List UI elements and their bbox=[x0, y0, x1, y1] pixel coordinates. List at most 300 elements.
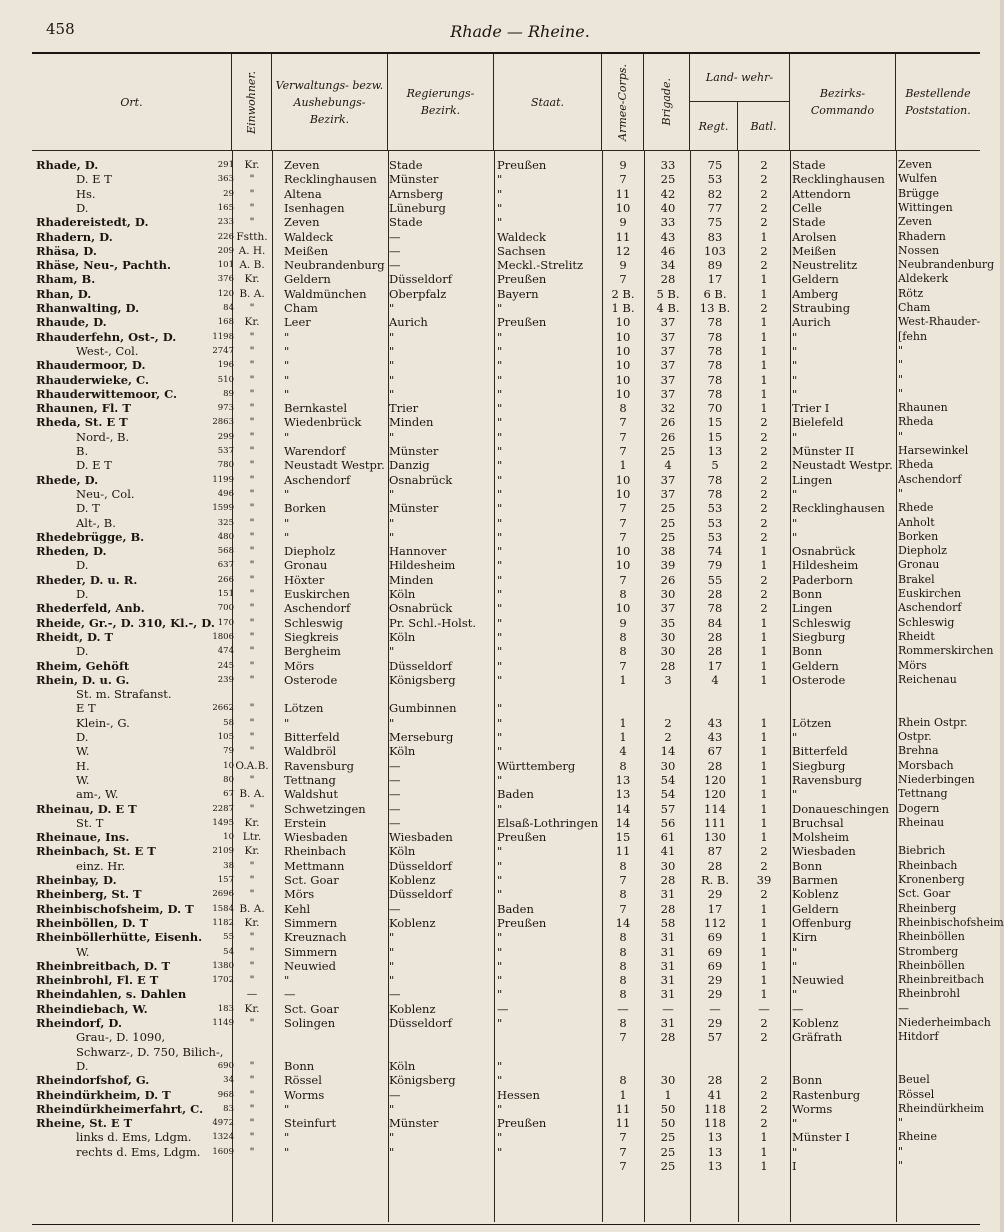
cell-regierung: " bbox=[389, 515, 395, 530]
cell-regt: 78 bbox=[707, 486, 723, 501]
cell-staat: " bbox=[497, 1144, 503, 1159]
cell-armeecorps: 11 bbox=[615, 186, 631, 201]
cell-einwohner: 29 bbox=[223, 188, 234, 199]
cell-behoerde: " bbox=[249, 473, 255, 486]
cell-bezirkskommando: Attendorn bbox=[792, 186, 851, 201]
cell-einwohner: 226 bbox=[217, 231, 234, 242]
cell-ort: Nord-, B. bbox=[76, 429, 130, 444]
cell-behoerde: " bbox=[249, 530, 255, 543]
cell-poststation: Anholt bbox=[898, 515, 935, 529]
table-row bbox=[32, 816, 980, 830]
cell-ort: Grau-, D. 1090, bbox=[76, 1030, 166, 1045]
table-row bbox=[32, 773, 980, 787]
cell-behoerde: " bbox=[249, 659, 255, 672]
cell-bezirkskommando: Geldern bbox=[792, 272, 839, 287]
table-row bbox=[32, 501, 980, 515]
cell-poststation: Rheinbreitbach bbox=[898, 973, 985, 987]
cell-verwaltung: Siegkreis bbox=[284, 629, 339, 644]
cell-regierung: Münster bbox=[389, 1116, 439, 1131]
cell-regt: 69 bbox=[707, 930, 723, 945]
cell-bezirkskommando: Neustrelitz bbox=[792, 258, 858, 273]
cell-brigade: 25 bbox=[660, 1159, 676, 1173]
cell-staat: " bbox=[497, 458, 503, 473]
cell-einwohner: 55 bbox=[223, 932, 234, 943]
cell-bezirkskommando: " bbox=[792, 343, 798, 358]
cell-regt: 118 bbox=[704, 1101, 726, 1116]
cell-armeecorps: 2 B. bbox=[611, 286, 635, 301]
cell-einwohner: 245 bbox=[217, 660, 234, 671]
cell-ort: Rheindorf, D. bbox=[36, 1016, 123, 1030]
cell-regierung: Münster bbox=[389, 444, 439, 458]
cell-brigade: 31 bbox=[660, 1016, 676, 1030]
table-row bbox=[32, 244, 980, 258]
cell-staat: " bbox=[497, 444, 503, 458]
cell-staat: " bbox=[497, 429, 503, 444]
cell-regierung: " bbox=[389, 958, 395, 973]
cell-brigade: 26 bbox=[660, 572, 676, 587]
cell-brigade: 25 bbox=[660, 1144, 676, 1159]
table-row bbox=[32, 1073, 980, 1087]
cell-armeecorps: 8 bbox=[619, 887, 627, 902]
header-verwaltung: Verwaltungs- bezw. Aushebungs- Bezirk. bbox=[272, 54, 388, 150]
cell-bezirkskommando: Münster I bbox=[792, 1130, 850, 1145]
cell-verwaltung: Aschendorf bbox=[284, 472, 351, 487]
table-row bbox=[32, 415, 980, 429]
table-row bbox=[32, 1016, 991, 1030]
cell-einwohner: 690 bbox=[217, 1060, 234, 1071]
cell-regierung: Hannover bbox=[389, 544, 447, 559]
cell-poststation: Rhaunen bbox=[898, 401, 948, 415]
cell-brigade: 2 bbox=[664, 715, 672, 730]
cell-brigade: 37 bbox=[660, 358, 676, 373]
cell-regierung: Hildesheim bbox=[389, 558, 456, 573]
cell-batl: 2 bbox=[760, 529, 768, 544]
header-armeecorps-text: Armee-Corps. bbox=[616, 63, 629, 141]
cell-regt: 28 bbox=[707, 858, 723, 873]
cell-bezirkskommando: Straubing bbox=[792, 301, 851, 315]
cell-einwohner: 4972 bbox=[212, 1118, 234, 1129]
cell-poststation: " bbox=[898, 386, 904, 400]
table-row bbox=[32, 787, 980, 801]
cell-brigade: 50 bbox=[660, 1116, 676, 1131]
cell-ort: E T bbox=[76, 701, 96, 716]
cell-behoerde: B. A. bbox=[239, 287, 265, 300]
cell-staat: " bbox=[497, 944, 503, 959]
cell-bezirkskommando: Aurich bbox=[792, 315, 831, 330]
cell-verwaltung: Warendorf bbox=[284, 444, 346, 458]
cell-brigade: 28 bbox=[660, 658, 676, 673]
cell-regt: 15 bbox=[707, 429, 723, 444]
cell-batl: 2 bbox=[760, 1030, 768, 1045]
cell-regierung: Aurich bbox=[389, 315, 428, 330]
header-einwohner bbox=[232, 54, 272, 150]
cell-ort: B. bbox=[76, 444, 89, 458]
cell-regierung: " bbox=[389, 529, 395, 544]
cell-regierung: Düsseldorf bbox=[389, 272, 452, 287]
cell-ort: Rheinbischofsheim, D. T bbox=[36, 901, 194, 916]
cell-verwaltung: Zeven bbox=[284, 215, 320, 230]
cell-brigade: 37 bbox=[660, 386, 676, 401]
cell-batl: 1 bbox=[760, 672, 768, 687]
cell-poststation: Brügge bbox=[898, 186, 940, 200]
cell-staat: " bbox=[497, 501, 503, 516]
cell-ort: Rhadern, D. bbox=[36, 229, 113, 244]
cell-ort: Rhaude, D. bbox=[36, 315, 107, 330]
cell-staat: " bbox=[497, 1101, 503, 1116]
cell-regt: 41 bbox=[707, 1087, 723, 1102]
cell-brigade: 37 bbox=[660, 486, 676, 501]
cell-batl: 2 bbox=[760, 258, 768, 273]
table-row bbox=[32, 473, 980, 487]
cell-bezirkskommando: Donaueschingen bbox=[792, 801, 890, 816]
cell-einwohner: 376 bbox=[217, 274, 234, 285]
cell-regt: 77 bbox=[707, 200, 723, 215]
cell-ort: Rhaudermoor, D. bbox=[36, 358, 146, 373]
cell-poststation: Niederheimbach bbox=[898, 1016, 991, 1029]
cell-behoerde: " bbox=[249, 445, 255, 457]
cell-regierung: Königsberg bbox=[389, 672, 456, 687]
cell-bezirkskommando: " bbox=[792, 329, 798, 344]
cell-behoerde: " bbox=[249, 1131, 255, 1144]
header-einwohner-text: Einwohner. bbox=[245, 70, 258, 134]
cell-bezirkskommando: " bbox=[792, 372, 798, 387]
cell-regt: 130 bbox=[704, 830, 726, 845]
cell-brigade: 56 bbox=[660, 815, 676, 830]
cell-behoerde: Fstth. bbox=[236, 230, 268, 243]
table-row bbox=[32, 902, 980, 916]
cell-regt: 13 bbox=[707, 444, 723, 458]
cell-einwohner: 474 bbox=[217, 646, 234, 657]
cell-regt: 78 bbox=[707, 386, 723, 401]
page-number: 458 bbox=[46, 20, 75, 38]
cell-staat: " bbox=[497, 644, 503, 659]
cell-ort: D. bbox=[76, 587, 89, 601]
cell-behoerde: " bbox=[249, 959, 255, 972]
cell-armeecorps: 11 bbox=[615, 1101, 631, 1116]
cell-einwohner: 2109 bbox=[212, 846, 234, 857]
cell-brigade: 34 bbox=[660, 258, 676, 273]
cell-regierung: Düsseldorf bbox=[389, 858, 452, 873]
cell-einwohner: 101 bbox=[217, 260, 234, 271]
cell-regierung: — bbox=[389, 758, 401, 773]
cell-staat: Bayern bbox=[497, 286, 539, 301]
table-row bbox=[32, 230, 980, 244]
cell-behoerde: " bbox=[249, 1017, 255, 1029]
cell-staat: " bbox=[497, 601, 503, 616]
cell-brigade: 42 bbox=[660, 186, 676, 201]
cell-behoerde: " bbox=[249, 588, 255, 600]
cell-armeecorps: 8 bbox=[619, 930, 627, 945]
cell-einwohner: 79 bbox=[223, 746, 234, 757]
cell-bezirkskommando: Neustadt Westpr. bbox=[792, 458, 893, 473]
cell-batl: 1 bbox=[760, 901, 768, 916]
cell-regt: 17 bbox=[707, 901, 723, 916]
cell-behoerde: " bbox=[249, 187, 255, 200]
cell-batl: 2 bbox=[760, 587, 768, 601]
cell-einwohner: 239 bbox=[217, 674, 234, 685]
cell-armeecorps: 11 bbox=[615, 844, 631, 859]
cell-regierung: Osnabrück bbox=[389, 472, 453, 487]
cell-regierung: Oberpfalz bbox=[389, 286, 447, 301]
cell-bezirkskommando: Worms bbox=[792, 1101, 833, 1116]
cell-armeecorps: 7 bbox=[619, 1144, 627, 1159]
cell-verwaltung: Höxter bbox=[284, 572, 325, 587]
cell-armeecorps: 7 bbox=[619, 1030, 627, 1045]
cell-ort: Rheindürkheimerfahrt, C. bbox=[36, 1101, 204, 1116]
cell-staat: Württemberg bbox=[497, 758, 576, 773]
cell-behoerde: " bbox=[249, 773, 255, 786]
cell-bezirkskommando: Gräfrath bbox=[792, 1030, 843, 1045]
cell-ort: Rheinbach, St. E T bbox=[36, 844, 156, 859]
cell-brigade: 31 bbox=[660, 944, 676, 959]
cell-staat: " bbox=[497, 930, 503, 945]
cell-brigade: 33 bbox=[660, 158, 676, 172]
table-row bbox=[32, 701, 980, 715]
cell-batl: 1 bbox=[760, 973, 768, 988]
cell-batl: 1 bbox=[760, 1159, 768, 1173]
cell-poststation: Schleswig bbox=[898, 615, 955, 629]
cell-poststation: Biebrich bbox=[898, 844, 946, 858]
cell-poststation: Reichenau bbox=[898, 672, 957, 686]
table-row bbox=[32, 659, 980, 673]
cell-regt: 82 bbox=[707, 186, 723, 201]
cell-einwohner: 67 bbox=[223, 789, 234, 800]
cell-regt: 120 bbox=[704, 772, 726, 787]
cell-behoerde: " bbox=[249, 716, 255, 729]
cell-einwohner: 157 bbox=[217, 875, 234, 885]
cell-poststation: Euskirchen bbox=[898, 587, 962, 600]
cell-verwaltung: Zeven bbox=[284, 158, 320, 172]
cell-einwohner: 89 bbox=[223, 388, 234, 399]
page-header bbox=[0, 0, 1000, 50]
cell-einwohner: 1806 bbox=[212, 631, 234, 642]
cell-ort: Rheine, St. E T bbox=[36, 1116, 133, 1131]
cell-armeecorps: 8 bbox=[619, 758, 627, 773]
cell-armeecorps: 11 bbox=[615, 229, 631, 244]
cell-einwohner: 168 bbox=[217, 317, 234, 328]
cell-regierung: Köln bbox=[389, 744, 416, 759]
cell-regierung: Wiesbaden bbox=[389, 830, 453, 845]
cell-batl: 2 bbox=[760, 472, 768, 487]
table-row bbox=[32, 1030, 980, 1044]
cell-poststation: Nossen bbox=[898, 243, 940, 257]
cell-verwaltung: " bbox=[284, 1144, 290, 1159]
cell-regierung: " bbox=[389, 973, 395, 988]
cell-regt: 17 bbox=[707, 272, 723, 287]
cell-regierung: Münster bbox=[389, 172, 439, 187]
cell-batl: 2 bbox=[760, 1073, 768, 1088]
cell-regt: 75 bbox=[707, 158, 723, 172]
cell-bezirkskommando: — bbox=[792, 1001, 804, 1016]
cell-regt: 83 bbox=[707, 229, 723, 244]
cell-batl: 1 bbox=[760, 329, 768, 344]
table-row bbox=[32, 387, 980, 401]
cell-staat: " bbox=[497, 301, 503, 315]
cell-staat: Sachsen bbox=[497, 243, 546, 258]
cell-einwohner: 105 bbox=[217, 732, 234, 742]
cell-behoerde: " bbox=[249, 702, 255, 715]
cell-batl: 2 bbox=[760, 158, 768, 172]
cell-staat: Preußen bbox=[497, 915, 547, 930]
cell-staat: " bbox=[497, 858, 503, 873]
cell-staat: " bbox=[497, 587, 503, 601]
cell-staat: " bbox=[497, 629, 503, 644]
cell-armeecorps: 1 bbox=[619, 672, 627, 687]
cell-regierung: Lüneburg bbox=[389, 200, 446, 215]
cell-poststation: Rheinbach bbox=[898, 858, 958, 872]
cell-ort: Schwarz-, D. 750, Bilich-, bbox=[76, 1044, 224, 1059]
cell-regt: 78 bbox=[707, 601, 723, 616]
cell-verwaltung: " bbox=[284, 343, 290, 358]
cell-behoerde: " bbox=[249, 387, 255, 400]
cell-armeecorps: 10 bbox=[615, 386, 631, 401]
cell-ort: Rhein, D. u. G. bbox=[36, 672, 130, 687]
cell-armeecorps: 4 bbox=[619, 744, 627, 759]
cell-verwaltung: " bbox=[284, 486, 290, 501]
cell-einwohner: 968 bbox=[217, 1089, 234, 1100]
cell-regt: 28 bbox=[707, 1073, 723, 1088]
cell-verwaltung: Osterode bbox=[284, 672, 338, 687]
cell-batl: 1 bbox=[760, 558, 768, 573]
cell-behoerde: " bbox=[249, 874, 255, 886]
cell-regt: 6 B. bbox=[703, 286, 727, 301]
cell-brigade: 25 bbox=[660, 501, 676, 516]
cell-regt: 69 bbox=[707, 958, 723, 973]
cell-armeecorps: 8 bbox=[619, 973, 627, 988]
cell-einwohner: 700 bbox=[217, 603, 234, 614]
cell-verwaltung: Bergheim bbox=[284, 644, 341, 659]
cell-regierung: — bbox=[389, 243, 401, 258]
cell-behoerde: A. H. bbox=[238, 244, 266, 257]
cell-batl: 2 bbox=[760, 858, 768, 873]
cell-brigade: 28 bbox=[660, 873, 676, 887]
cell-batl: 1 bbox=[760, 915, 768, 930]
cell-poststation: " bbox=[898, 343, 904, 357]
cell-behoerde: " bbox=[249, 1088, 255, 1101]
cell-regierung: Merseburg bbox=[389, 730, 454, 744]
cell-poststation: Rheidt bbox=[898, 629, 935, 643]
table-row bbox=[32, 315, 980, 329]
cell-poststation: Rheinbrohl bbox=[898, 987, 961, 1001]
cell-armeecorps: 10 bbox=[615, 343, 631, 358]
cell-poststation: Beuel bbox=[898, 1073, 930, 1087]
cell-behoerde: " bbox=[249, 559, 255, 572]
cell-verwaltung: Sct. Goar bbox=[284, 1001, 339, 1016]
cell-batl: — bbox=[758, 1001, 770, 1016]
cell-bezirkskommando: Recklinghausen bbox=[792, 501, 885, 516]
cell-batl: 1 bbox=[760, 1130, 768, 1145]
cell-verwaltung: " bbox=[284, 1101, 290, 1116]
cell-ort: Rheim, Gehöft bbox=[36, 658, 130, 673]
cell-behoerde: B. A. bbox=[239, 902, 265, 915]
cell-armeecorps: 8 bbox=[619, 587, 627, 601]
cell-verwaltung: Altena bbox=[284, 186, 322, 201]
cell-staat: " bbox=[497, 329, 503, 344]
cell-ort: Rhedebrügge, B. bbox=[36, 529, 145, 544]
cell-regt: 13 bbox=[707, 1130, 723, 1145]
cell-verwaltung: Wiesbaden bbox=[284, 830, 348, 845]
cell-bezirkskommando: Recklinghausen bbox=[792, 172, 885, 187]
cell-ort: W. bbox=[76, 944, 90, 959]
cell-batl: 1 bbox=[760, 758, 768, 773]
cell-regierung: Köln bbox=[389, 844, 416, 859]
cell-regt: 112 bbox=[704, 915, 726, 930]
cell-behoerde: " bbox=[249, 459, 255, 472]
cell-poststation: Rheinberg bbox=[898, 901, 957, 915]
cell-regierung: " bbox=[389, 343, 395, 358]
cell-verwaltung: " bbox=[284, 429, 290, 444]
cell-brigade: 30 bbox=[660, 858, 676, 873]
cell-poststation: Neubrandenburg bbox=[898, 258, 995, 272]
cell-staat: " bbox=[497, 958, 503, 973]
cell-einwohner: 170 bbox=[217, 617, 234, 628]
cell-ort: Rhauderfehn, Ost-, D. bbox=[36, 329, 177, 344]
cell-verwaltung: Kehl bbox=[284, 901, 311, 916]
cell-einwohner: 196 bbox=[217, 360, 234, 371]
cell-verwaltung: — bbox=[284, 987, 296, 1002]
table-row bbox=[32, 959, 980, 973]
cell-einwohner: 183 bbox=[217, 1003, 234, 1014]
cell-verwaltung: " bbox=[284, 386, 290, 401]
cell-behoerde: " bbox=[249, 745, 255, 758]
table-row bbox=[32, 616, 980, 630]
table-row bbox=[32, 687, 980, 701]
cell-regt: 5 bbox=[711, 458, 719, 473]
cell-regt: 67 bbox=[707, 744, 723, 759]
cell-bezirkskommando: " bbox=[792, 1144, 798, 1159]
cell-poststation: Rheda bbox=[898, 415, 934, 429]
cell-staat: Baden bbox=[497, 901, 534, 916]
cell-batl: 2 bbox=[760, 1116, 768, 1131]
cell-poststation: Zeven bbox=[898, 158, 932, 171]
cell-einwohner: 38 bbox=[223, 860, 234, 871]
cell-poststation: Aldekerk bbox=[898, 272, 949, 286]
cell-regt: 75 bbox=[707, 215, 723, 230]
cell-armeecorps: 10 bbox=[615, 358, 631, 373]
cell-poststation: Rhadern bbox=[898, 229, 946, 243]
cell-verwaltung: " bbox=[284, 515, 290, 530]
cell-einwohner: 1380 bbox=[212, 960, 234, 971]
cell-bezirkskommando: Koblenz bbox=[792, 887, 839, 902]
cell-behoerde: " bbox=[249, 502, 255, 515]
cell-ort: W. bbox=[76, 772, 90, 787]
cell-staat: " bbox=[497, 515, 503, 530]
cell-regt: 53 bbox=[707, 501, 723, 516]
cell-brigade: 46 bbox=[660, 243, 676, 258]
cell-batl: 2 bbox=[760, 429, 768, 444]
cell-brigade: 26 bbox=[660, 429, 676, 444]
cell-behoerde: " bbox=[249, 802, 255, 815]
cell-armeecorps: 10 bbox=[615, 372, 631, 387]
cell-regt: 43 bbox=[707, 730, 723, 744]
cell-verwaltung: " bbox=[284, 715, 290, 730]
cell-behoerde: " bbox=[249, 487, 255, 500]
cell-regt: 28 bbox=[707, 644, 723, 659]
cell-einwohner: 1149 bbox=[212, 1018, 234, 1028]
table-row bbox=[32, 730, 980, 744]
cell-bezirkskommando: " bbox=[792, 429, 798, 444]
cell-einwohner: 325 bbox=[217, 517, 234, 528]
cell-ort: Rheder, D. u. R. bbox=[36, 572, 138, 587]
cell-brigade: 41 bbox=[660, 844, 676, 859]
table-row bbox=[32, 1059, 980, 1073]
cell-staat: " bbox=[497, 672, 503, 687]
cell-staat: " bbox=[497, 1058, 503, 1073]
table-row bbox=[32, 430, 980, 444]
cell-verwaltung: Waldeck bbox=[284, 229, 333, 244]
table-row bbox=[32, 301, 980, 315]
cell-regierung: — bbox=[389, 258, 401, 273]
